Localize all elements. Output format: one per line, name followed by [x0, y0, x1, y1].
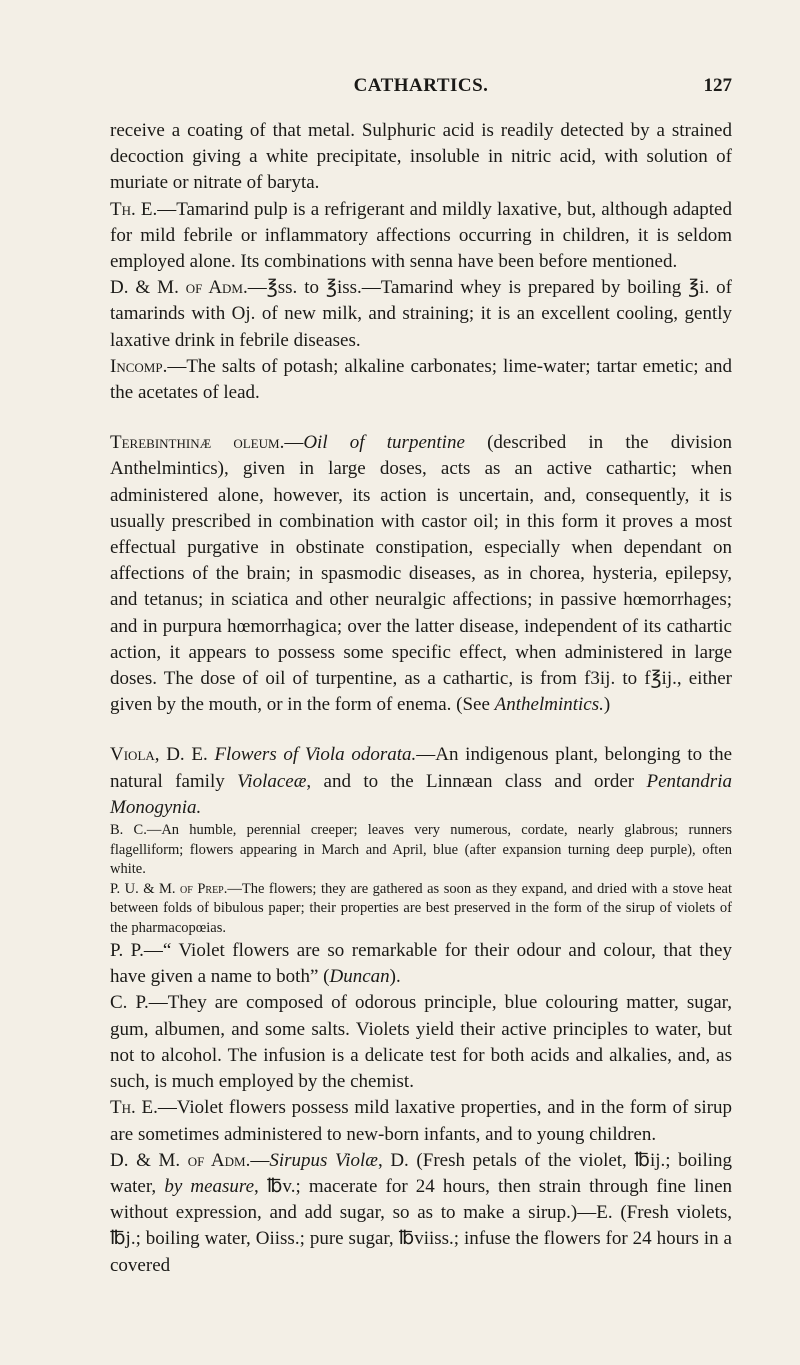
running-title: CATHARTICS. — [353, 75, 489, 96]
italic-term: Violaceæ — [237, 770, 307, 792]
paragraph-terebinthinae: Terebinthinæ oleum.—Oil of turpentine (described in the division Anthelmintics), given in large doses, acts as an active cathartic; when administered alone, however, its action is uncertain, and, consequently, it is usually prescribed in combination with castor oil; in this form it proves a most effectual purgative in obstinate constipation, especially when dependant on affections of the brain; in spasmodic diseases, as in chorea, hysteria, epilepsy, and tetanus; in sciatica and other neuralgic affections; in passive hœmorrhages; and in purpura hœmorrhagica; over the latter disease, independent of its cathartic action, it appears to possess some specific effect, when administered in large doses. The dose of oil of turpentine, as a cathartic, is from f3ij. to f℥ij., either given by the mouth, or in the form of enema. (See Anthelmintics.) — [110, 432, 732, 716]
paragraph-tamarind-dose — [110, 275, 732, 354]
italic-term: Oil of turpentine — [303, 432, 465, 454]
paragraph-tamarind-therapeutics — [110, 197, 732, 276]
running-header — [110, 75, 732, 105]
paragraph-text: receive a coating of that metal. Sulphuric acid is readily detected by a strained decoction giving a white precipitate, insoluble in nitric acid, with solution of muriate or nitrate of baryta. — [110, 120, 732, 194]
paragraph-text: —The salts of potash; alkaline carbonates; lime-water; tartar emetic; and the acetates of lead. — [110, 355, 732, 404]
paragraph-text: B. C.—An humble, perennial creeper; leaves very numerous, cordate, nearly glabrous; runners flagelliform; flowers appearing in March and April, blue (after expansion turning deep purple), often white. — [110, 822, 732, 878]
paragraph-chemical-properties — [110, 990, 732, 1095]
paragraph-metal — [110, 118, 732, 197]
paragraph-botanical-characters — [110, 821, 732, 880]
paragraph-text: , and to the Linnæan class and order — [306, 770, 647, 792]
paragraph-text: —℥ss. to ℥iss.—Tamarind whey is prepared by boiling ℥i. of tamarinds with Oj. of new milk, and straining; it is an excellent cooling, gently laxative drink in febrile diseases. — [110, 277, 732, 351]
italic-term: Pentandria Monogynia. — [110, 770, 732, 818]
italic-term: by measure — [164, 1175, 255, 1197]
paragraph-physical-properties — [110, 938, 732, 990]
section-lead: Th. E. — [110, 1097, 158, 1119]
section-lead: D. & M. of Adm. — [110, 277, 248, 299]
paragraph-text: —Tamarind pulp is a refrigerant and mildly laxative, but, although adapted for mild febrile or inflammatory affections occurring in children, it is seldom employed alone. Its combinations with senna have been before mentioned. — [110, 198, 732, 273]
italic-term: Flowers of Viola odorata. — [214, 744, 417, 766]
paragraph-viola — [110, 742, 732, 821]
paragraph-incompatibles — [110, 354, 732, 406]
paragraph-text: (described in the division Anthelmintics), given in large doses, acts as an active cathartic; when administered alone, however, its action is uncertain, and, consequently, it is usually prescribed in combination with castor oil; in this form it proves a most effectual purgative in obstinate constipation, especially when dependant on affections of the brain; in spasmodic diseases, as in chorea, hysteria, epilepsy, and tetanus; in sciatica and other neuralgic affections; in passive hœmorrhages; and in purpura hœmorrhagica; over the latter disease, independent of its cathartic action, it appears to possess some specific effect, when administered in large doses. The dose of oil of turpentine, as a cathartic, is from f3ij. to f℥ij., either given by the mouth, or in the form of enema. (See — [110, 432, 732, 716]
paragraph-text: —Violet flowers possess mild laxative properties, and in the form of sirup are sometimes administered to new-born infants, and to young children. — [110, 1097, 732, 1145]
italic-term: Duncan — [329, 966, 390, 988]
paragraph-text: , ℔v.; macerate for 24 hours, then strain through fine linen without expression, and add sugar, so as to make a sirup.)—E. (Fresh violets, ℔j.; boiling water, Oiiss.; pure sugar, ℔viiss.; infuse the flowers for 24 hours in a covered — [110, 1175, 732, 1276]
paragraph-text: , D. (Fresh petals of the violet, ℔ij.; boiling water, — [110, 1149, 733, 1197]
paragraph-text: ) — [603, 694, 611, 716]
paragraph-text: — — [250, 1149, 270, 1171]
paragraph-parts-used — [110, 880, 732, 939]
section-lead: P. U. & M. of Prep. — [110, 880, 228, 897]
section-lead: Incomp. — [110, 355, 168, 377]
paragraph-text: P. P.—“ Violet flowers are so remarkable for their odour and colour, that they have given a name to both” ( — [110, 940, 732, 988]
italic-term: Sirupus Violæ — [269, 1149, 378, 1171]
section-lead: Th. E. — [110, 198, 158, 220]
section-lead: Terebinthinæ oleum. — [110, 432, 285, 454]
paragraph-text: —The flowers; they are gathered as soon as they expand, and dried with a stove heat between folds of bibulous paper; their properties are best preserved in the form of the sirup of violets of the pharmacopœias. — [110, 880, 732, 936]
paragraph-text: —An indigenous plant, belonging to the natural family — [110, 744, 733, 792]
section-lead: Viola, D. E. — [110, 744, 208, 766]
paragraph-violet-dose — [110, 1148, 732, 1279]
page-body — [110, 118, 732, 1279]
paragraph-text: ). — [389, 966, 401, 988]
italic-term: Anthelmintics. — [494, 694, 604, 716]
section-lead: D. & M. of Adm. — [110, 1149, 251, 1171]
paragraph-text: C. P.—They are composed of odorous principle, blue colouring matter, sugar, gum, albumen, and some salts. Violets yield their active principles to water, but not to alcohol. The infusion is a delicate test for both acids and alkalies, and, as such, is much employed by the chemist. — [110, 992, 732, 1093]
page-number: 127 — [703, 75, 732, 96]
paragraph-violet-therapeutics — [110, 1095, 732, 1147]
